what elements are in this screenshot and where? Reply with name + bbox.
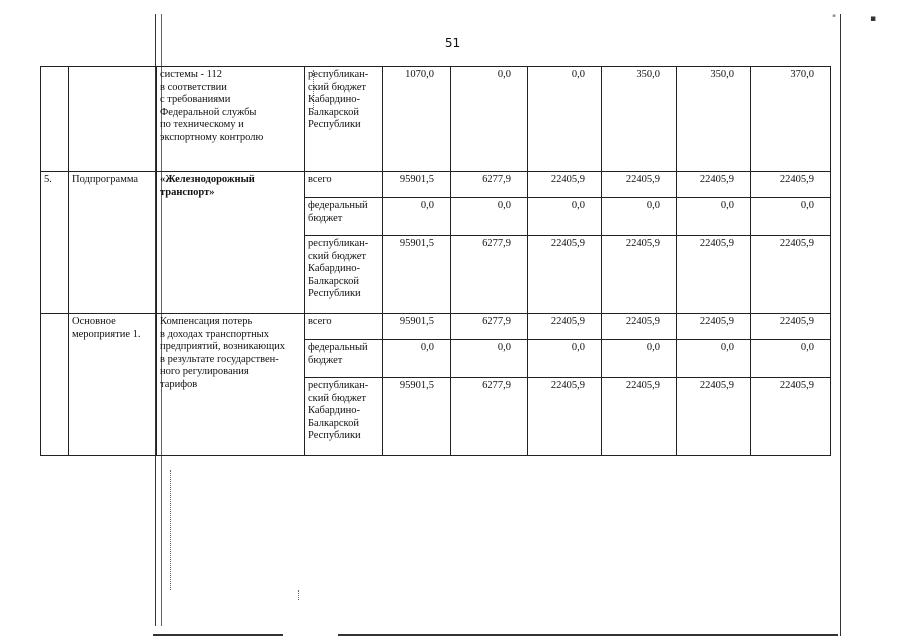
- scan-margin-line: [840, 14, 841, 636]
- value-cell: 6277,9: [451, 236, 528, 314]
- value-cell: 22405,9: [677, 314, 751, 340]
- row-status-cell: [69, 67, 157, 172]
- value-cell: 350,0: [602, 67, 677, 172]
- value-cell: 0,0: [677, 198, 751, 236]
- value-cell: 95901,5: [383, 314, 451, 340]
- scan-bottom-edge: [153, 634, 283, 636]
- funding-source-cell: республикан- ский бюджет Кабардино- Балкарской Республики: [305, 236, 383, 314]
- value-cell: 22405,9: [528, 236, 602, 314]
- value-cell: 350,0: [677, 67, 751, 172]
- value-cell: 22405,9: [751, 236, 831, 314]
- row-name-cell: Компенсация потерь в доходах транспортных предприятий, возникающих в результате государствен- ного регулирования тарифов: [157, 314, 305, 456]
- value-cell: 22405,9: [602, 314, 677, 340]
- row-number-cell: 5.: [41, 172, 69, 314]
- value-cell: 0,0: [751, 340, 831, 378]
- funding-source-cell: федеральный бюджет: [305, 340, 383, 378]
- value-cell: 0,0: [602, 198, 677, 236]
- value-cell: 0,0: [528, 340, 602, 378]
- funding-source-cell: всего: [305, 314, 383, 340]
- value-cell: 22405,9: [602, 378, 677, 456]
- scan-dotted-line: [298, 590, 300, 600]
- value-cell: 370,0: [751, 67, 831, 172]
- value-cell: 0,0: [602, 340, 677, 378]
- value-cell: 95901,5: [383, 172, 451, 198]
- value-cell: 0,0: [451, 67, 528, 172]
- value-cell: 22405,9: [602, 172, 677, 198]
- value-cell: 6277,9: [451, 378, 528, 456]
- value-cell: 6277,9: [451, 314, 528, 340]
- value-cell: 0,0: [528, 198, 602, 236]
- value-cell: 0,0: [677, 340, 751, 378]
- value-cell: 0,0: [451, 198, 528, 236]
- value-cell: 95901,5: [383, 378, 451, 456]
- funding-source-cell: республикан- ский бюджет Кабардино- Балкарской Республики: [305, 378, 383, 456]
- subprogram-title-cell: «Железнодорожный транспорт»: [157, 172, 305, 314]
- value-cell: 22405,9: [528, 314, 602, 340]
- row-number-cell: [41, 67, 69, 172]
- value-cell: 22405,9: [677, 236, 751, 314]
- table-row: [41, 67, 831, 172]
- table-row: [41, 314, 831, 340]
- value-cell: 22405,9: [751, 314, 831, 340]
- value-cell: 22405,9: [528, 172, 602, 198]
- scan-bottom-edge: [338, 634, 838, 636]
- value-cell: 0,0: [451, 340, 528, 378]
- value-cell: 6277,9: [451, 172, 528, 198]
- row-status-cell: Подпрограмма: [69, 172, 157, 314]
- budget-table: [40, 66, 831, 456]
- value-cell: 0,0: [528, 67, 602, 172]
- value-cell: 22405,9: [528, 378, 602, 456]
- row-name-cell: системы - 112 в соответствии с требованиями Федеральной службы по техническому и экспортному контролю: [157, 67, 305, 172]
- funding-source-cell: федеральный бюджет: [305, 198, 383, 236]
- scan-speck: ▪: [870, 14, 877, 24]
- scan-speck: ": [832, 14, 837, 24]
- value-cell: 22405,9: [677, 172, 751, 198]
- value-cell: 95901,5: [383, 236, 451, 314]
- funding-source-cell: республикан- ский бюджет Кабардино- Балкарской Республики: [305, 67, 383, 172]
- value-cell: 0,0: [751, 198, 831, 236]
- table-row: [41, 172, 831, 198]
- funding-source-cell: всего: [305, 172, 383, 198]
- value-cell: 0,0: [383, 340, 451, 378]
- page-number: 51: [444, 36, 461, 50]
- value-cell: 0,0: [383, 198, 451, 236]
- value-cell: 22405,9: [677, 378, 751, 456]
- row-number-cell: [41, 314, 69, 456]
- row-status-cell: Основное мероприятие 1.: [69, 314, 157, 456]
- scan-dotted-line: [170, 470, 172, 590]
- value-cell: 22405,9: [751, 378, 831, 456]
- table-body: [41, 67, 831, 456]
- value-cell: 1070,0: [383, 67, 451, 172]
- value-cell: 22405,9: [751, 172, 831, 198]
- value-cell: 22405,9: [602, 236, 677, 314]
